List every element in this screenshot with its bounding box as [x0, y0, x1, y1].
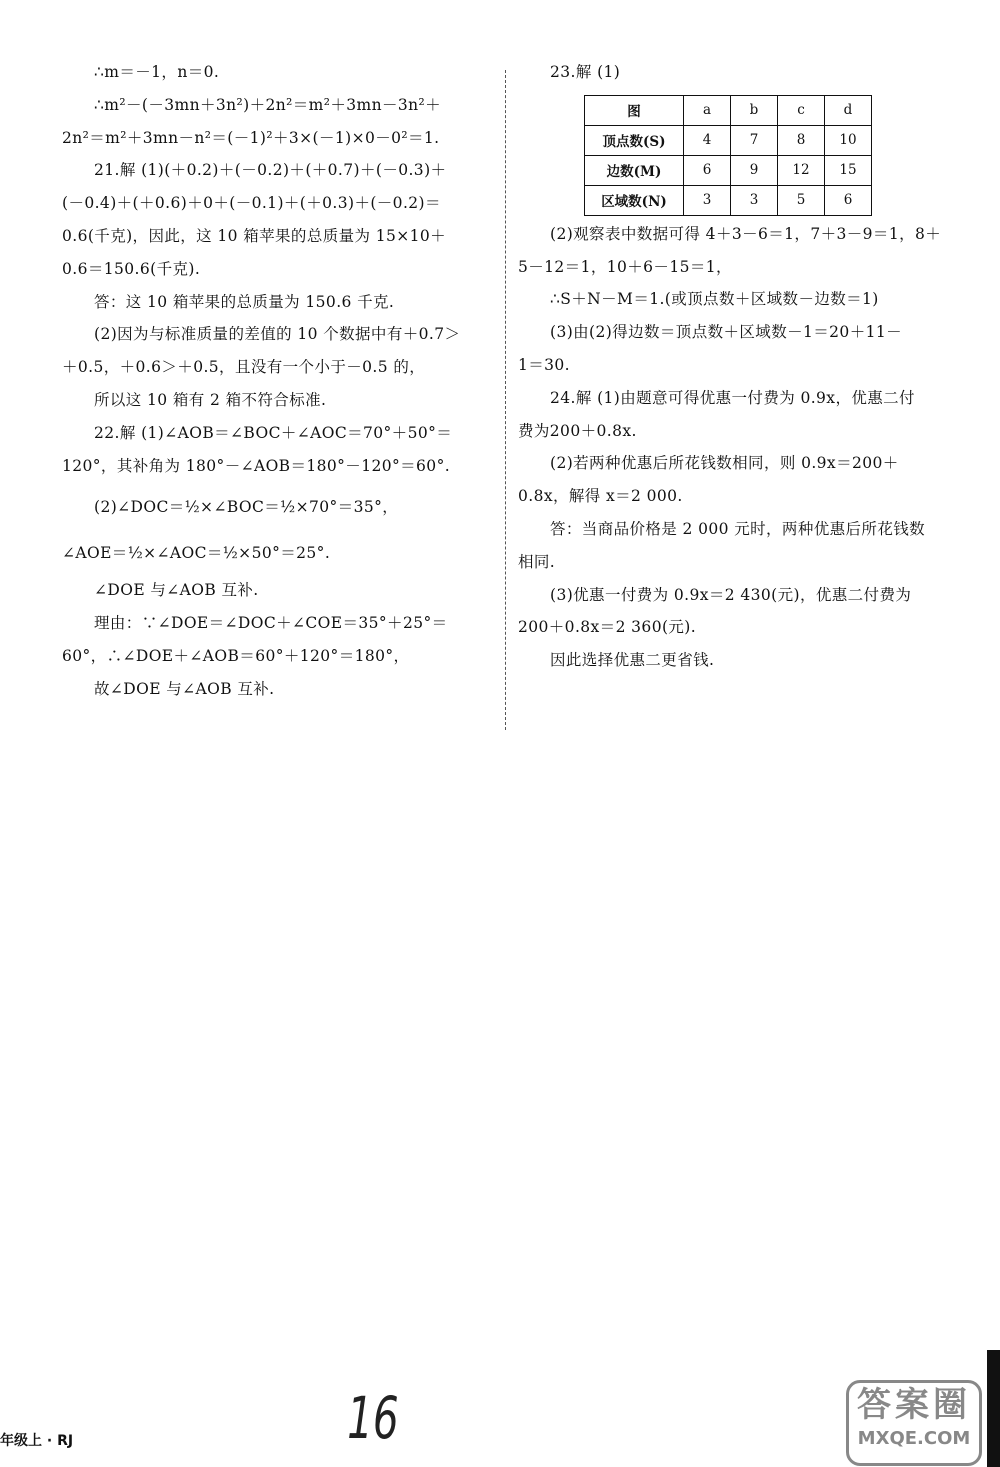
- footer-grade-label: 年级上 · RJ: [0, 1433, 74, 1449]
- text-line: 答：这 10 箱苹果的总质量为 150.6 千克.: [94, 292, 395, 311]
- text-line: 21.解 (1)(＋0.2)＋(－0.2)＋(＋0.7)＋(－0.3)＋: [94, 161, 447, 180]
- text-line: (3)由(2)得边数＝顶点数＋区域数－1＝20＋11－: [550, 323, 903, 342]
- table-cell: 6: [825, 185, 872, 215]
- text-line: 0.6＝150.6(千克).: [62, 259, 201, 278]
- text-line: 120°，其补角为 180°－∠AOB＝180°－120°＝60°.: [62, 456, 451, 475]
- text-line: 0.6(千克)，因此，这 10 箱苹果的总质量为 15×10＋: [62, 226, 447, 245]
- table-cell: b: [731, 95, 778, 125]
- question-23-heading: 23.解 (1): [550, 63, 621, 81]
- right-column: [518, 62, 958, 683]
- table-cell: 6: [684, 155, 731, 185]
- text-line: 1＝30.: [518, 355, 571, 374]
- table-row: [585, 125, 872, 155]
- text-line: 5－12＝1，10＋6－15＝1，: [518, 257, 732, 276]
- page-edge-bar: [987, 1350, 1000, 1467]
- text-line: 理由：∵∠DOE＝∠DOC＋∠COE＝35°＋25°＝: [94, 614, 448, 633]
- text-line: 因此选择优惠二更省钱.: [550, 651, 715, 670]
- table-cell: a: [684, 95, 731, 125]
- text-line: ∠AOE＝½×∠AOC＝½×50°＝25°.: [62, 544, 331, 563]
- table-cell: 4: [684, 125, 731, 155]
- text-line: ∴m²－(－3mn＋3n²)＋2n²＝m²＋3mn－3n²＋: [94, 95, 442, 114]
- data-table: [584, 95, 872, 216]
- table-cell: 5: [778, 185, 825, 215]
- text-line: 0.8x，解得 x＝2 000.: [518, 487, 683, 506]
- handwritten-page-number: 16: [347, 1384, 399, 1452]
- text-line: 2n²＝m²＋3mn－n²＝(－1)²＋3×(－1)×0－0²＝1.: [62, 128, 440, 147]
- table-cell: 边数(M): [585, 155, 684, 185]
- table-cell: d: [825, 95, 872, 125]
- text-line: (3)优惠一付费为 0.9x＝2 430(元)，优惠二付费为: [550, 585, 912, 604]
- text-line: (2)观察表中数据可得 4＋3－6＝1，7＋3－9＝1，8＋: [550, 224, 942, 243]
- table-cell: 8: [778, 125, 825, 155]
- table-cell: 10: [825, 125, 872, 155]
- table-cell: 15: [825, 155, 872, 185]
- text-line: 24.解 (1)由题意可得优惠一付费为 0.9x，优惠二付: [550, 388, 915, 407]
- column-divider: [505, 70, 506, 730]
- text-line: (2)因为与标准质量的差值的 10 个数据中有＋0.7＞: [94, 325, 461, 344]
- table-cell: 3: [684, 185, 731, 215]
- table-header-row: [585, 95, 872, 125]
- text-line: (2)∠DOC＝½×∠BOC＝½×70°＝35°，: [94, 498, 399, 517]
- table-row: [585, 155, 872, 185]
- table-cell: 9: [731, 155, 778, 185]
- table-cell: c: [778, 95, 825, 125]
- text-line: ∴S＋N－M＝1.(或顶点数＋区域数－边数＝1): [550, 290, 879, 309]
- text-line: 200＋0.8x＝2 360(元).: [518, 618, 697, 637]
- text-line: ∠DOE 与∠AOB 互补.: [94, 581, 259, 600]
- table-cell: 区域数(N): [585, 185, 684, 215]
- text-line: 相同.: [518, 552, 556, 571]
- text-line: (－0.4)＋(＋0.6)＋0＋(－0.1)＋(＋0.3)＋(－0.2)＝: [62, 194, 441, 213]
- table-row: [585, 185, 872, 215]
- text-line: 所以这 10 箱有 2 箱不符合标准.: [94, 390, 327, 409]
- left-column: [62, 62, 494, 712]
- table-cell: 3: [731, 185, 778, 215]
- text-line: (2)若两种优惠后所花钱数相同，则 0.9x＝200＋: [550, 454, 899, 473]
- table-cell: 顶点数(S): [585, 125, 684, 155]
- text-line: 22.解 (1)∠AOB＝∠BOC＋∠AOC＝70°＋50°＝: [94, 423, 453, 442]
- table-cell: 7: [731, 125, 778, 155]
- text-line: 故∠DOE 与∠AOB 互补.: [94, 679, 275, 698]
- text-line: 费为200＋0.8x.: [518, 421, 637, 440]
- table-cell: 图: [585, 95, 684, 125]
- text-line: ∴m＝－1，n＝0.: [94, 63, 220, 81]
- watermark-logo: [846, 1380, 982, 1466]
- watermark-mark: 答案圈: [857, 1385, 971, 1425]
- text-line: ＋0.5，＋0.6＞＋0.5，且没有一个小于－0.5 的，: [62, 358, 426, 377]
- table-cell: 12: [778, 155, 825, 185]
- text-line: 60°，∴∠DOE＋∠AOB＝60°＋120°＝180°，: [62, 646, 410, 665]
- text-line: 答：当商品价格是 2 000 元时，两种优惠后所花钱数: [550, 519, 926, 538]
- watermark-site: MXQE.COM: [857, 1428, 971, 1449]
